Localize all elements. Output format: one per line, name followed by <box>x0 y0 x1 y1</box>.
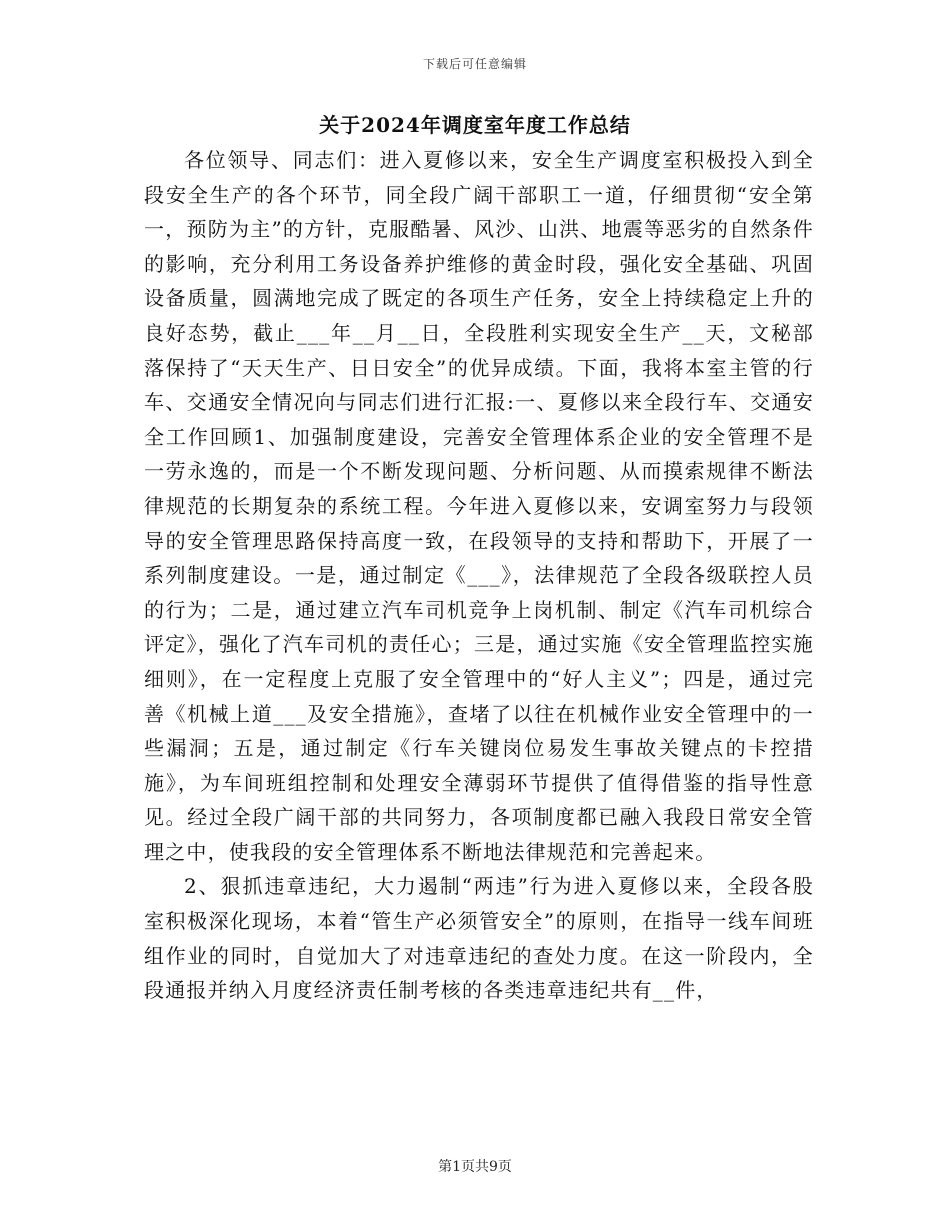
document-title: 关于2024年调度室年度工作总结 <box>319 113 631 137</box>
header-note: 下载后可任意编辑 <box>422 57 527 71</box>
page-footer: 第1页共9页 <box>438 1159 512 1175</box>
paragraph-1: 各位领导、同志们：进入夏修以来，安全生产调度室积极投入到全段安全生产的各个环节，同全段广阔干部职工一道，仔细贯彻“安全第一，预防为主”的方针，克服酷暑、风沙、山洪、地震等恶劣的自然条件的影响，充分利用工务设备养护维修的黄金时段，强化安全基础、巩固设备质量，圆满地完成了既定的各项生产任务，安全上持续稳定上升的良好态势，截止___年__月__日，全段胜利实现安全生产__天，文秘部落保持了“天天生产、日日安全”的优异成绩。下面，我将本室主管的行车、交通安全情况向与同志们进行汇报:一、夏修以来全段行车、交通安全工作回顾1、加强制度建设，完善安全管理体系企业的安全管理不是一劳永逸的，而是一个不断发现问题、分析问题、从而摸索规律不断法律规范的长期复杂的系统工程。今年进入夏修以来，安调室努力与段领导的安全管理思路保持高度一致，在段领导的支持和帮助下，开展了一系列制度建设。一是，通过制定《___》，法律规范了全段各级联控人员的行为；二是，通过建立汽车司机竞争上岗机制、制定《汽车司机综合评定》，强化了汽车司机的责任心；三是，通过实施《安全管理监控实施细则》，在一定程度上克服了安全管理中的“好人主义”；四是，通过完善《机械上道___及安全措施》，查堵了以往在机械作业安全管理中的一些漏洞；五是，通过制定《行车关键岗位易发生事故关键点的卡控措施》，为车间班组控制和处理安全薄弱环节提供了值得借鉴的指导性意见。经过全段广阔干部的共同努力，各项制度都已融入我段日常安全管理之中，使我段的安全管理体系不断地法律规范和完善起来。 <box>144 148 814 864</box>
document-body <box>144 143 814 1008</box>
paragraph-2: 2、狠抓违章违纪，大力遏制“两违”行为进入夏修以来，全段各股室积极深化现场，本着“管生产必须管安全”的原则，在指导一线车间班组作业的同时，自觉加大了对违章违纪的查处力度。在这一阶段内，全段通报并纳入月度经济责任制考核的各类违章违纪共有__件， <box>144 874 814 1003</box>
